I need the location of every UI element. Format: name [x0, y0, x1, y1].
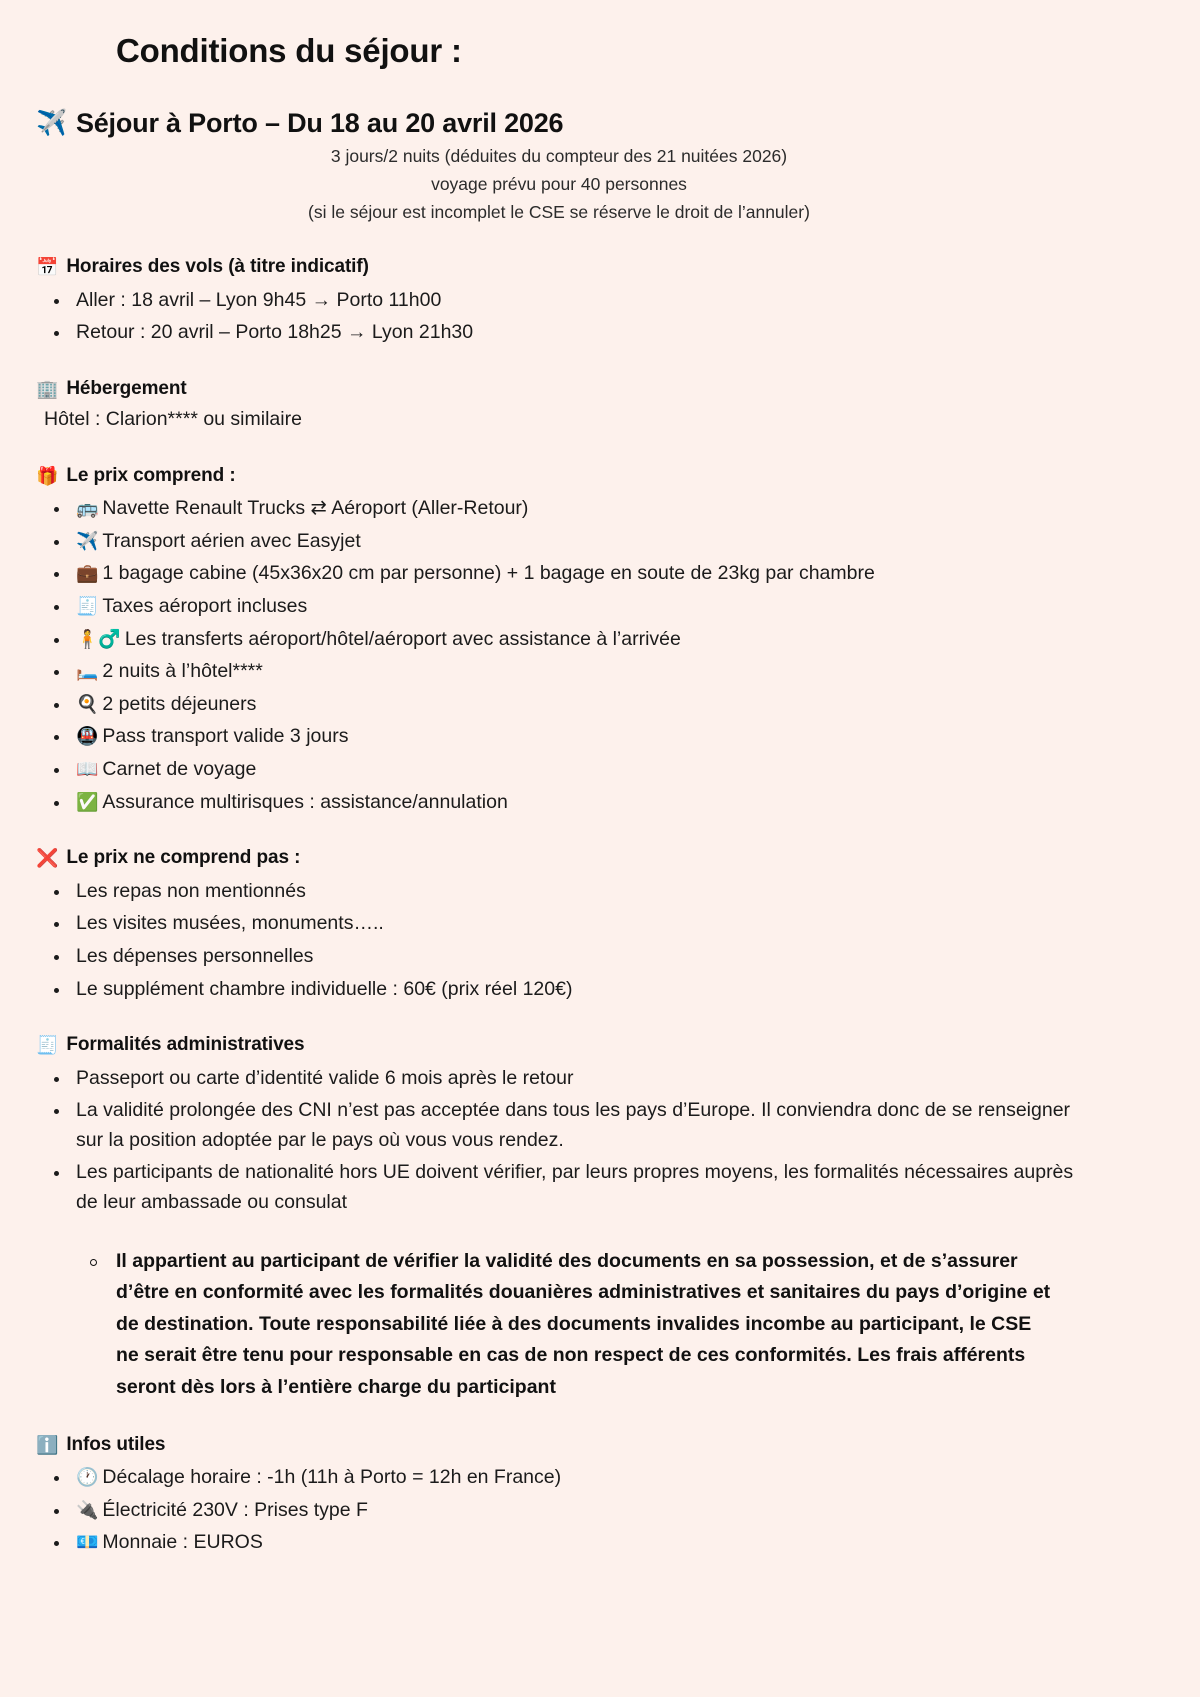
section-heading-flights	[36, 256, 1160, 279]
page-title: Conditions du séjour :	[116, 32, 462, 69]
not-included-item-label: Le supplément chambre individuelle : 60€ (prix réel 120€)	[76, 977, 573, 1000]
list-item	[18, 690, 1160, 720]
included-item-label: Pass transport valide 3 jours	[102, 725, 349, 748]
list-item	[18, 975, 1160, 1005]
flight-outbound: Aller : 18 avril – Lyon 9h45 → Porto 11h00	[76, 288, 442, 311]
formality-item-label: Passeport ou carte d’identité valide 6 mois après le retour	[76, 1066, 574, 1089]
not-included-list	[18, 877, 1160, 1005]
section-heading-included	[36, 465, 1160, 488]
list-item	[18, 527, 1160, 557]
trip-subline-cancellation: (si le séjour est incomplet le CSE se réserve le droit de l’annuler)	[308, 202, 810, 223]
trip-subline-capacity: voyage prévu pour 40 personnes	[431, 174, 687, 195]
list-item	[18, 1528, 1160, 1558]
list-item	[18, 494, 1160, 524]
section-heading-not-included	[36, 847, 1160, 870]
section-heading-accommodation	[36, 378, 1160, 401]
list-item	[18, 1064, 1160, 1094]
list-item	[18, 1158, 1160, 1217]
included-item-label: 2 petits déjeuners	[102, 692, 257, 715]
clock-icon: 🕐	[76, 1466, 99, 1487]
formalities-note-list	[18, 1246, 1160, 1404]
list-item	[18, 1463, 1160, 1493]
banknote-icon: 💶	[76, 1532, 99, 1553]
useful-info-item-label: Décalage horaire : -1h (11h à Porto = 12h en France)	[102, 1465, 562, 1488]
check-mark-icon: ✅	[76, 791, 99, 812]
electric-plug-icon: 🔌	[76, 1499, 99, 1520]
list-item	[18, 877, 1160, 907]
section-flights	[18, 256, 1160, 348]
included-item-label: Carnet de voyage	[102, 758, 257, 781]
included-item-label: Assurance multirisques : assistance/annulation	[102, 790, 508, 813]
included-item-label: Taxes aéroport incluses	[102, 594, 308, 617]
included-list	[18, 494, 1160, 817]
included-item-label: Navette Renault Trucks ⇄ Aéroport (Aller-Retour)	[102, 497, 529, 520]
list-item	[18, 755, 1160, 785]
section-not-included	[18, 847, 1160, 1004]
frying-pan-icon: 🍳	[76, 693, 99, 714]
trip-heading	[36, 108, 1160, 139]
open-book-icon: 📖	[76, 759, 99, 780]
section-heading-formalities	[36, 1034, 1160, 1057]
formalities-list	[18, 1064, 1160, 1218]
list-item	[18, 1246, 1160, 1404]
list-item	[18, 318, 1160, 348]
included-item-label: 1 bagage cabine (45x36x20 cm par personne) + 1 bagage en soute de 23kg par chambre	[102, 562, 875, 585]
formalities-note: Il appartient au participant de vérifier la validité des documents en sa possession, et de s’assurer d’être en conformité avec les formalités douanières administratives et sanitaires du pays d’origine et de destination. Toute responsabilité liée à des documents invalides incombe au participant, le CSE ne serait être tenu pour responsable en cas de non respect de ces conformités. Les frais afférents seront dès lors à l’entière charge du participant	[116, 1249, 1051, 1399]
metro-icon: 🚇	[76, 726, 99, 747]
cross-mark-icon: ❌	[36, 848, 59, 869]
section-heading-formalities-label: Formalités administratives	[66, 1034, 305, 1056]
hotel-line: Hôtel : Clarion**** ou similaire	[44, 408, 302, 431]
not-included-item-label: Les dépenses personnelles	[76, 944, 314, 967]
section-heading-not-included-label: Le prix ne comprend pas :	[66, 847, 301, 869]
not-included-item-label: Les repas non mentionnés	[76, 879, 306, 902]
list-item	[18, 592, 1160, 622]
list-item	[18, 942, 1160, 972]
receipt-icon: 🧾	[36, 1035, 59, 1056]
list-item	[18, 559, 1160, 589]
useful-info-item-label: Électricité 230V : Prises type F	[102, 1498, 368, 1521]
included-item-label: Les transferts aéroport/hôtel/aéroport avec assistance à l’arrivée	[124, 627, 681, 650]
formality-item-label: Les participants de nationalité hors UE doivent vérifier, par leurs propres moyens, les formalités nécessaires auprès de leur ambassade ou consulat	[76, 1161, 1074, 1214]
list-item	[18, 1496, 1160, 1526]
information-icon: ℹ️	[36, 1434, 59, 1455]
included-item-label: Transport aérien avec Easyjet	[102, 529, 361, 552]
section-accommodation	[18, 378, 1160, 435]
included-item-label: 2 nuits à l’hôtel****	[102, 660, 263, 683]
section-heading-useful-info-label: Infos utiles	[66, 1433, 166, 1455]
useful-info-list	[18, 1463, 1160, 1558]
calendar-icon: 📅	[36, 257, 59, 278]
section-heading-useful-info	[36, 1434, 1160, 1457]
list-item	[18, 788, 1160, 818]
minibus-icon: 🚌	[76, 498, 99, 519]
list-item	[18, 286, 1160, 316]
list-item	[18, 625, 1160, 655]
receipt-icon: 🧾	[76, 595, 99, 616]
office-building-icon: 🏢	[36, 379, 59, 400]
airplane-icon: ✈️	[36, 109, 67, 137]
section-heading-accommodation-label: Hébergement	[66, 378, 187, 400]
section-useful-info	[18, 1434, 1160, 1558]
useful-info-item-label: Monnaie : EUROS	[102, 1531, 263, 1554]
trip-heading-label: Séjour à Porto – Du 18 au 20 avril 2026	[75, 108, 564, 138]
list-item	[18, 657, 1160, 687]
section-heading-included-label: Le prix comprend :	[66, 464, 236, 486]
section-heading-flights-label: Horaires des vols (à titre indicatif)	[66, 256, 369, 278]
flights-list	[18, 286, 1160, 348]
section-included	[18, 465, 1160, 818]
section-formalities	[18, 1034, 1160, 1403]
list-item	[18, 909, 1160, 939]
gift-icon: 🎁	[36, 465, 59, 486]
not-included-item-label: Les visites musées, monuments…..	[76, 912, 384, 935]
trip-subline-duration: 3 jours/2 nuits (déduites du compteur des 21 nuitées 2026)	[330, 146, 788, 166]
list-item	[18, 1096, 1160, 1155]
formality-item-label: La validité prolongée des CNI n’est pas acceptée dans tous les pays d’Europe. Il conviendra donc de se renseigner sur la position adoptée par le pays où vous vous rendez.	[76, 1099, 1071, 1151]
trip-sublines	[18, 143, 1160, 226]
flight-return: Retour : 20 avril – Porto 18h25 → Lyon 21h30	[76, 321, 474, 344]
briefcase-icon: 💼	[76, 563, 99, 584]
list-item	[18, 722, 1160, 752]
bed-icon: 🛏️	[76, 661, 99, 682]
airplane-icon: ✈️	[76, 530, 99, 551]
person-guide-icon: 🧍♂️	[76, 628, 121, 649]
